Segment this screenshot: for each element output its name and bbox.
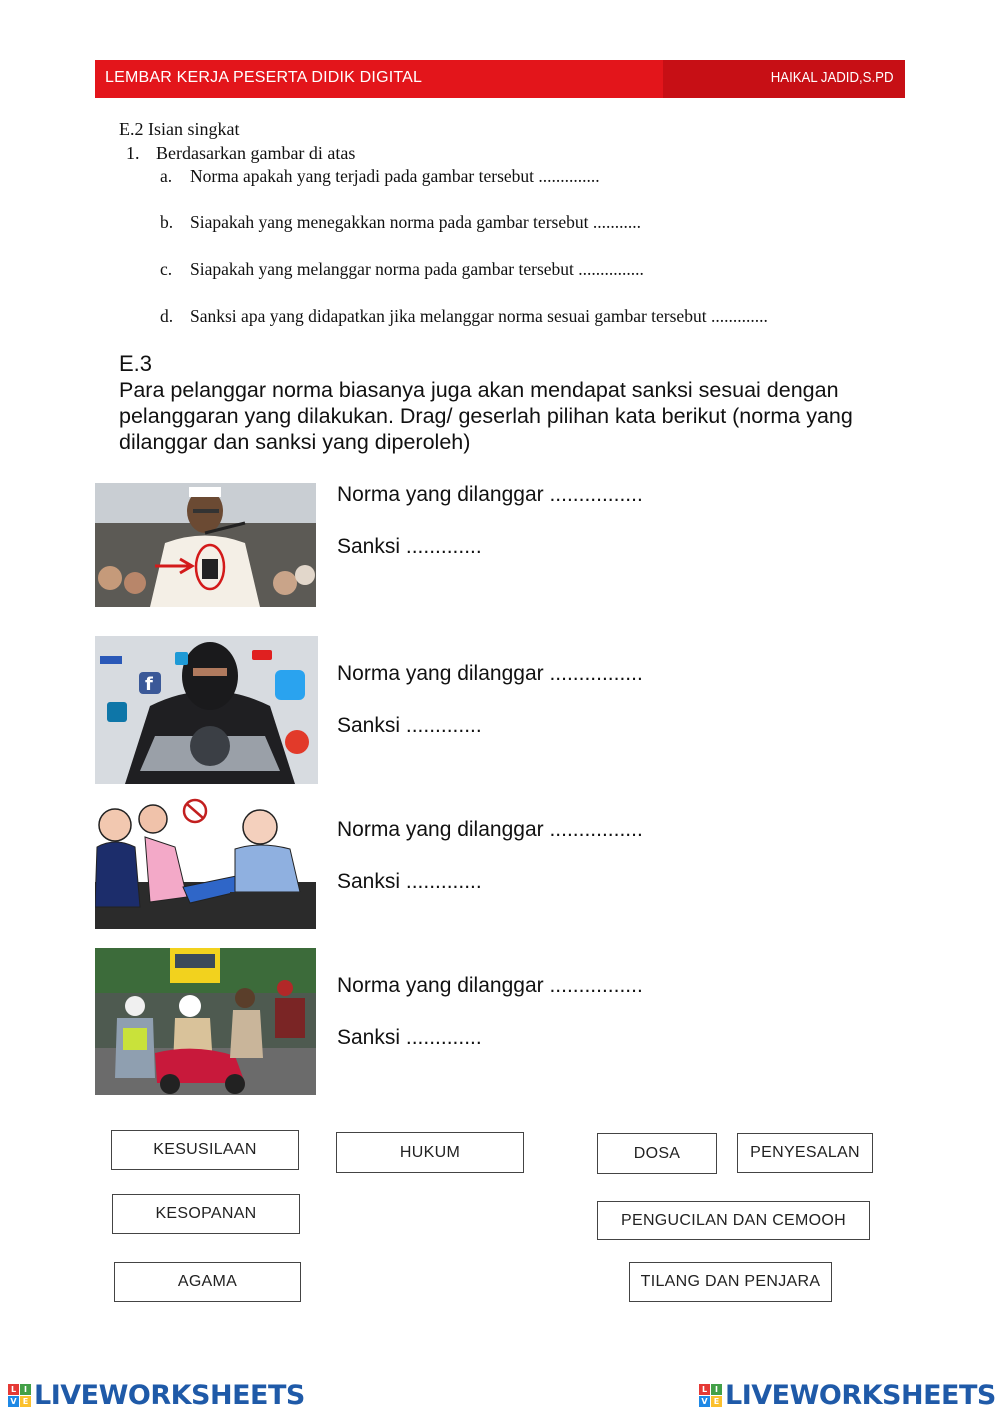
- picture-hacker-social-media: [95, 636, 318, 784]
- section-e2-title: E.2 Isian singkat: [119, 119, 240, 139]
- option-hukum[interactable]: HUKUM: [336, 1132, 524, 1173]
- question-1: [126, 143, 355, 164]
- option-pengucilan-dan-cemooh[interactable]: PENGUCILAN DAN CEMOOH: [597, 1201, 870, 1240]
- brand-name: LIVEWORKSHEETS: [725, 1379, 996, 1411]
- picture-rude-passenger: [95, 797, 316, 929]
- logo-block-l: L: [8, 1384, 19, 1395]
- subquestion-letter: d.: [160, 306, 174, 326]
- subquestion-text: Sanksi apa yang didapatkan jika melanggar norma sesuai gambar tersebut .............: [190, 306, 768, 326]
- section-e3-instruction: Para pelanggar norma biasanya juga akan mendapat sanksi sesuai dengan pelanggaran yang dilakukan. Drag/ geserlah pilihan kata berikut (norma yang dilanggar dan sanksi yang diperoleh): [119, 378, 853, 454]
- item-2-norma[interactable]: Norma yang dilanggar ................: [337, 662, 643, 685]
- question-text: Berdasarkan gambar di atas: [156, 143, 356, 163]
- subquestion-text: Siapakah yang melanggar norma pada gambar tersebut ...............: [190, 259, 644, 279]
- option-penyesalan[interactable]: PENYESALAN: [737, 1133, 873, 1173]
- item-4-sanksi[interactable]: Sanksi .............: [337, 1026, 482, 1049]
- logo-block-i: I: [711, 1384, 722, 1395]
- logo-block-e: E: [20, 1396, 31, 1407]
- item-4-norma[interactable]: Norma yang dilanggar ................: [337, 974, 643, 997]
- logo-block-v: V: [8, 1396, 19, 1407]
- subquestion-letter: c.: [160, 259, 173, 279]
- item-2-sanksi[interactable]: Sanksi .............: [337, 714, 482, 737]
- option-dosa[interactable]: DOSA: [597, 1133, 717, 1174]
- question-number: 1.: [126, 143, 140, 163]
- subquestion-letter: b.: [160, 212, 174, 232]
- subquestion-a: [160, 166, 600, 187]
- liveworksheets-logo-right: [699, 1378, 996, 1412]
- author-name: HAIKAL JADID,S.PD: [770, 69, 893, 86]
- picture-imam-phone: [95, 483, 316, 607]
- subquestion-c: [160, 259, 644, 280]
- subquestion-text: Norma apakah yang terjadi pada gambar tersebut ..............: [190, 166, 600, 186]
- logo-blocks-icon: [699, 1384, 722, 1407]
- logo-blocks-icon: [8, 1384, 31, 1407]
- logo-block-e: E: [711, 1396, 722, 1407]
- logo-block-l: L: [699, 1384, 710, 1395]
- subquestion-b: [160, 212, 641, 233]
- item-3-norma[interactable]: Norma yang dilanggar ................: [337, 818, 643, 841]
- header-bar: [95, 60, 905, 98]
- option-agama[interactable]: AGAMA: [114, 1262, 301, 1302]
- option-kesopanan[interactable]: KESOPANAN: [112, 1194, 300, 1234]
- subquestion-text: Siapakah yang menegakkan norma pada gambar tersebut ...........: [190, 212, 641, 232]
- picture-traffic-police: [95, 948, 316, 1095]
- option-tilang-dan-penjara[interactable]: TILANG DAN PENJARA: [629, 1262, 832, 1302]
- item-1-norma[interactable]: Norma yang dilanggar ................: [337, 483, 643, 506]
- worksheet-title: LEMBAR KERJA PESERTA DIDIK DIGITAL: [105, 69, 423, 86]
- item-1-sanksi[interactable]: Sanksi .............: [337, 535, 482, 558]
- subquestion-letter: a.: [160, 166, 173, 186]
- liveworksheets-logo-left: [8, 1378, 305, 1412]
- subquestion-d: [160, 306, 768, 327]
- svg-text:f: f: [145, 674, 153, 695]
- section-e3-title: E.3: [119, 351, 153, 376]
- item-3-sanksi[interactable]: Sanksi .............: [337, 870, 482, 893]
- logo-block-v: V: [699, 1396, 710, 1407]
- brand-name: LIVEWORKSHEETS: [34, 1379, 305, 1411]
- logo-block-i: I: [20, 1384, 31, 1395]
- option-kesusilaan[interactable]: KESUSILAAN: [111, 1130, 299, 1170]
